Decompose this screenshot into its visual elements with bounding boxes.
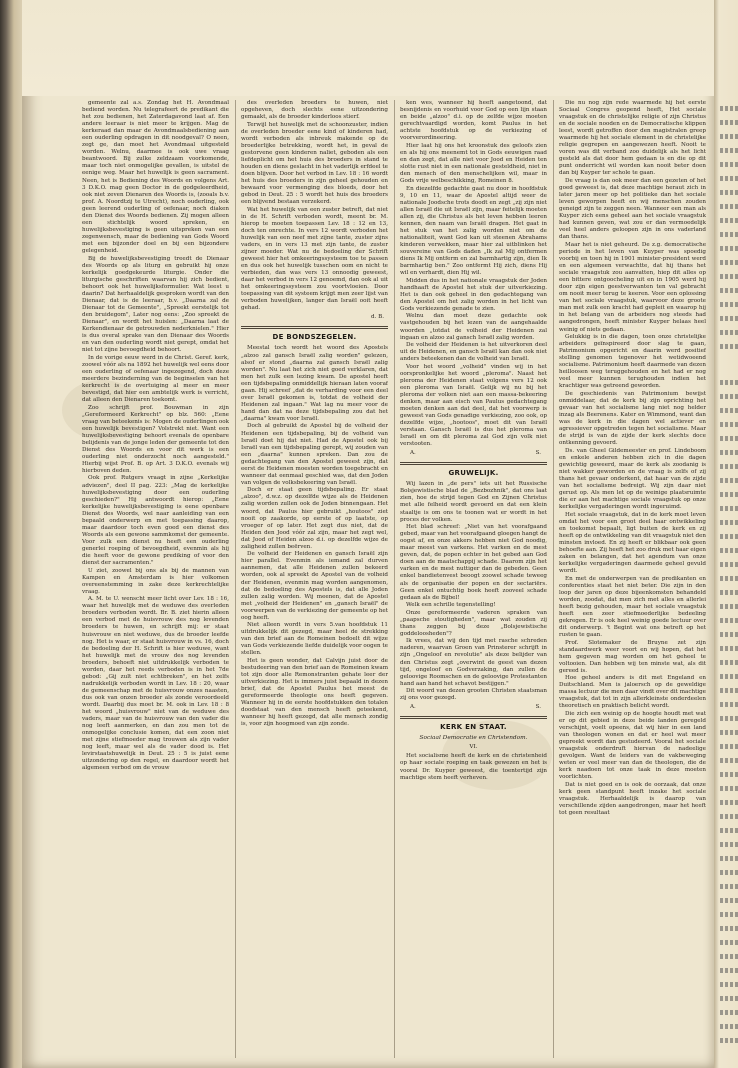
col1-paragraph: U ziet, zoowel bij ons als bij de mannen van Kampen en Amsterdam is hier volkomen overeenstemming in zake deze kerkrechtelijke vraag.	[82, 567, 229, 595]
section-heading-kerk-en-staat: KERK EN STAAT.	[440, 723, 507, 732]
initial: A.	[410, 704, 416, 711]
gruwelijk-paragraph: Het blad schreef: „Niet van het voorafgaand gebed, maar van het voorafgaand gloegen hangt de oogst af, en onze akkers hebben niet God noodig, maar meest van varkens. Het varken en de mest geven, dat, de popen echter in het gebed aan God doen aan de maatschappij schade. Daarom zijn het varken en de mest nuttiger dan de gebeden. Geen enkel bandietenvest beoogt zoowel schade teweeg als de organisatie der popen en der sectariërs. Geen enkel ontuchtig boek heeft zooveel schade gedaan als de Bijbel!	[400, 524, 547, 601]
column-rule	[394, 100, 395, 1058]
column-2	[241, 100, 388, 1060]
section-divider	[241, 326, 388, 329]
gruwelijk-paragraph: Ik vrees, dat wij den tijd met rasche schreden naderen, waarvan Groen van Prinsterer schrijft in zijn „Ongeloof en revolutie" als deze belijder van den Christus zegt „overwint de geest van dezen tijd, ongeloof en Godverzaking, dan zullen de geloovige Roomschen en de geloovige Protestanten hand aan hand het schavot bestijgen."	[400, 638, 547, 687]
bondszegelen-paragraph: Meestal toch wordt het woord des Apostels „alzoo zal gansch Israël zalig worden" gelezen, alsof er stond „daarna zal gansch Israël zalig worden". Nu laat het zich niet goed verklaren, dat men het zulk een lezing kwam. De apostel heeft een tijdsbepaling onmiddellijk hieraan laten vooraf gaan. Hij schreef „dat de verharding voor een deel over Israël gekomen is, totdat de volheid der Heidenen zal ingaan." Wat lag nu meer voor de hand dan dat na deze tijdsbepaling zou dat het „daarna" kwam voor Israël.	[241, 345, 388, 422]
col3-paragraph: Midden dus in het nationale vraagstuk der Joden handhaaft de Apostel het stuk der uitverkiezing. Het is dan ook geheel in den gedachtegang van den Apostel om het zalig worden in het licht van Gods verkiezende genade te zien.	[400, 277, 547, 312]
kerk-en-staat-paragraph: Het socialisme heeft de kerk en de christenheid op haar sociale roeping en taak gewezen en het is vooral Dr. Kuyper geweest, die toentertijd zijn machtige stem heeft verheven.	[400, 753, 547, 781]
col1-paragraph: Zoo schrijft prof. Bouwman in zijn „Gereformeerd Kerkrecht" op blz. 560: „Eene vraag van beteekenis is: Mogen de ouderlingen ook een huwelijk bevestigen? Volstrekt niet. Want een huwelijksbevestiging behoort evenals de openbare belijdenis van de jonge leden der gemeente tot den Dienst des Woords en voor dit werk is een ouderling niet onderzocht noch aangesteld." Hierbij wijst Prof. B. op Art. 3 D.K.O. evenals wij hierboven deden.	[82, 404, 229, 474]
author-signature: d. B.	[370, 314, 384, 321]
initial: S.	[535, 704, 541, 711]
section-number: VI.	[469, 744, 478, 751]
column-3	[400, 100, 547, 1060]
column-1	[82, 100, 229, 1060]
col1-paragraph: Ook prof. Rutgers vraagt in zijne „Kerkelijke adviezen", deel II pag. 223: „Mag de kerkelijke huwelijksbevestiging door een ouderling geschieden?" Hij antwoordt hierop: „Eene kerkelijke huwelijksbevestiging is eene openbare Dienst des Woords, wel naar aanleiding van een bepaald onderwerp en met toepassing daarop, maar daardoor toch even goed een dienst des Woords als een gewone sammkomst der gemeente. Voor zulk een dienst nu heeft een ouderling generlei roeping of bevoegdheid, evenmin als hij die heeft voor de gewone prediking of voor den dienst der sacramenten."	[82, 475, 229, 567]
col3-paragraph: Welnu dan moet deze gedachte ook vastgehouden bij het lezen van de aangehaalde woorden „totdat de volheid der Heidenen zal ingaan en alzoo zal gansch Israël zalig worden.	[400, 313, 547, 341]
bondszegelen-paragraph: Doch er staat geen tijdsbepaling. Er staat „alzoo", d.w.z. op dezelfde wijze als de Heidenen zalig worden zullen ook de Joden binnengaan. Het woord, dat Paulus hier gebruikt „houtoos" ziet nooit op zaakorde, op eerste of op laatste, op vroeger of op later. Het zegt dus niet, dat de Heiden den Jood vóór zal zijn, maar het zegt wel, dat Jood of Heiden alzoo d.i. op dezelfde wijze de zaligheid zullen beërven.	[241, 487, 388, 550]
col1-paragraph: In de vorige eeuw werd in de Christ. Geref. kerk, zoowel vóór als na 1892 het huwelijk wel eens door een ouderling of oefenaar ingezegend, doch deze meerdere bezinderning van de beginselen van het kerkrecht is de overtuiging al meer en meer bevestigd, dat hier een ambtelijk werk is verricht, dat alleen den Dienaren toekomt.	[82, 354, 229, 403]
col4-paragraph: Prof. Slotemaker de Bruyne zet zijn standaardwerk weer voort en wij hopen, dat het hem gegeven mag worden om het geheel te voltooien. Dan hebben wij ten minste wat, als dit gereed is.	[559, 639, 706, 674]
col4-paragraph: Die nu nog zijn rede waarmede hij het eerste Sociaal Congres geopend heeft, Het sociale vraagstuk en de christelijke religie of zijn Christus en de sociale nooden en de Democratische klippen leest, wordt getroffen door den magistralen greep waarmede hij het sociale element in de christelijke religie gegrepen en aangewezen heeft. Nooit te voren was dit verband zoo duidelijk als het licht gesteld als dat door hem gedaan is en die op dit punt onderricht wil worden kan nooit beter doen dan bij Kuyper ter schole te gaan.	[559, 100, 706, 177]
bondszegelen-paragraph: Het is geen wonder, dat Calvijn juist door de bestudeering van den brief aan de Romeinen kwam tot zijn door alle Remonstranten gehate leer der uitverkiezing. Het is immers juist bepaald in dezen brief, dat de Apostel Paulus het meest de gereformeerde theologie ons heeft gegeven. Wanneer hij in de eerste hoofdstukken den totalen doodstaat van den mensch heeft geteekend, wanneer hij heeft gezegd, dat alle mensch zondig is, voor zijn hoogmoed van zijn zonde.	[241, 658, 388, 728]
col1-paragraph: Bij de huwelijksbevestiging treedt de Dienaar des Woords op als liturg en gebruikt hij onze kerkelijk goedgekeurde liturgie. Onder die liturgische geschriften waarvan hij zich bedient, behoort ook het huwelijksformulier. Wat leest u daarin? Dat herhaaldelijk gesproken wordt van den Dienaar, dat is de leeraar, b.v. „Daarna zal de Dienaar tot de Gemeente", „Spreekt eerstelijk tot den bruidegom", Later nog eens: „Zoo spreekt de Dienaar", en wordt het huislen: „Daarna laat de Kerkendienaar de getrouwden nederknielen." Hier is dus overal sprake van den Dienaar des Woords en van den ouderling wordt niet gerept, omdat het niet tot zijne bevoegdheid behoort.	[82, 255, 229, 354]
blank-top-margin	[22, 0, 714, 96]
col3-paragraph: Hier laat hij ons het kroonstuk des geloofs zien en als hij ons meenemt tot in Gods eeuwigen raad en dan zegt, dat alle niet voor Jood en Heiden ten slotte rust niet in een nationale gesteldheid, niet in den mensch of den menschelijken wil, maar in Gods vrije welbeschikking, Romeinen 8.	[400, 142, 547, 185]
col4-paragraph: De vraag is dan ook meer dan een gezeten of het goed geweest is, dat deze machtige heraut zich in later jaren meer op het politieke dan het sociale leven geworpen heeft en wij menschen zouden geneigd zijn te zeggen neen. Wanneer een man als Kuyper zich eens geheel aan het sociale vraagstuk had kunnen geven, wat zou er dan vermoedelijk veel heel anders geloopen zijn in ons vaderland dan thans.	[559, 178, 706, 241]
column-rule	[553, 100, 554, 1058]
next-page-edge	[714, 0, 738, 1068]
col3-paragraph: Voor het woord „volheid" vinden wij in het oorspronkelijke het woord „pleroma". Naast het pleroma der Heidenen staat volgens vers 12 ook een pleroma van Israël. Gelijk wij nu bij het pleroma der volken niet aan een massa-bekeering denken, maar aan eisch van Paulus gedachtegang moeten denken aan dat deel, dat het voorwerp is geweest van Gods genadige verkiezing, zoo ook, op dezelfde wijze, „hootoos", moet dit van Israël verstaan. Gansch Israël is dus het pleroma van Israël en om dit pleroma zal God zijn volk niet verstooten.	[400, 363, 547, 448]
col4-paragraph: Dat is niet goed en is ook de oorzaak, dat onze kerk geen standpunt heeft inzake het sociale vraagstuk. Herhaaldelijk is daarop van verschillende zijden aangedrongen, maar het heeft tot geen resultaat	[559, 782, 706, 817]
column-4	[559, 100, 706, 1060]
section-divider	[400, 462, 547, 465]
gruwelijk-paragraph: Dit woord van dezen grooten Christen staatsman zij ons voor gezegd.	[400, 688, 547, 702]
initial: S.	[535, 450, 541, 457]
col4-paragraph: Hoe geheel anders is dit met Engeland en Duitschland. Men is jaloersch op de geweldige massa lectuur die men daar vindt over dit machtige vraagstuk, dat tot in zijn allerkleinste onderdeelen theoretisch en praktisch belicht wordt.	[559, 675, 706, 710]
col1-paragraph: gemeente zal a.s. Zondag het H. Avondmaal bediend worden. Nu telegrafeert de predikant die het zou bedienen, het Zaterdagavond laat af. Een andere leeraar is niet meer te krijgen. Mag de kerkeraad dan maar de Avondmaalsbediening aan een ouderling opdragen in dit noodgeval? O neen, zegt ge, dan moet het Avondmaal uitgesteld worden. Welnu, daarmee is ook uwe vraag beantwoord. Bij zulke zeldzaam voorkomende, maar toch niet onmogelijke gevallen, is uitstel de eenige weg. Maar het huwelijk is geen sacrament. Neen, het is Bediening des Woords en volgens Art. 3 D.K.O. mag geen Doctor in de godgeleerdheid, ook niet zeven Dienaren des Woords is, (zooals b.v. prof. A. Noordtzij te Utrecht), noch ouderling, ook geen leerend ouderling of oefenaar, noch diaken den Dienst des Woords bedienen. Zij mogen alleen een stichtelijk woord spreken, en huwelijksbevestiging is geen uitspreken van een zegenwensch, maar de bediening van Gods Woord met een bijzonder doel en bij een bijzondere gelegenheid.	[82, 100, 229, 254]
gruwelijk-paragraph: Onze gereformeerde vaderen spraken van „paapsche stoutigheden", maar wat zouden zij thans zeggen bij deze „Bolsjewistische goddeloosheden"?	[400, 609, 547, 637]
column-rule	[235, 100, 236, 1058]
col2-paragraph: Wat het huwelijk van een zuster betreft, dat niet in de H. Schrift verboden wordt, meent br. M. hierop te moeten toepassen Lev. 18 : 12 en 13, doch ten onrechte. In vers 12 wordt verboden het huwelijk van een neef met zijne tante, zuster zijns vaders, en in vers 13 met zijn tante, de zuster zijner moeder. Wat nu de bedoeling der Schrift geweest hier het omkeeringssysteem toe te passen en dus ook het huwelijk tusschen oom en nicht te verbieden, dan was vers 13 onnoodig geweest, daar het verbod in vers 12 genoemd, dan ook al uit het omkeeringssysteem zou voortvloeien. Door toepassing van dit systeem krijgt men zeer lijst van verboden huwelijken, langer dan Israël ooit heeft gehad.	[241, 206, 388, 312]
col4-paragraph: Het sociale vraagstuk, dat in de kerk moet leven omdat het voor een groot deel haar ontwikkeling en toekomst bepaalt, ligt buiten de kerk en zij heeft op de ontwikkeling van dit vraagstuk niet den minsten invloed. En zij heeft er blikbaar ook geen behoefte aan. Zij heeft het zoo druk met haar eigen zaken en belangen, dat het agendum van onze kerkelijke vergaderingen daarmede geheel gevuld wordt.	[559, 511, 706, 575]
author-initials	[400, 448, 547, 457]
col3-paragraph: De volheid der Heidenen is het uitverkoren deel uit de Heidenen, en gansch Israël kan dan ook niet anders beteekenen dan de volheid van Israël.	[400, 342, 547, 363]
col4-paragraph: Die zich een weinig op de hoogte houdt met wat er op dit gebied in deze beide landen geregeld verschijnt, voelt opeens, dat wij hier in een land van theologen wonen en dat er heel wat meer gepreekt wordt dan gestudeerd. Vooral het sociale vraagstuk onderdruft hiervan de nadeelige gevolgen. Want de leiders van de vakbeweging weten er veel meer van dan de theologen, die de kerk naadoen tot onze taak in deze moeten voorlichten.	[559, 711, 706, 781]
bondszegelen-paragraph: De volheid der Heidenen en gansch Israël zijn hier parallel. Evenmin als iemand zal durven aannemen, dat alle Heidenen zullen bekeerd worden, ook al spreekt de Apostel van de volheid der Heidenen, evenmin mag worden aangenomen, dat de bedoeling des Apostels is, dat alle Joden zullen zalig worden. Wij meenen, dat de Apostel met „volheid der Heidenen" en „gansch Israël" de voorwerpen van de verkiezing der gemeente op het oog heeft.	[241, 551, 388, 621]
initial: A.	[410, 450, 416, 457]
col3-paragraph: ken wes, wanneer hij heeft aangetoond, dat besnijdenis en voorhuid voor God op een lijn staan en beide „alzoo" d.i. op de zelfde wijze moeten gerechtvaardigd worden, komt Paulus in het achtste hoofdstuk op de verkiezing of voorverordineering.	[400, 100, 547, 142]
col4-paragraph: En met de onderwerpen van de predikanten en conferenties staat het niet beter. Die zijn in den loop der jaren op deze bijeenkomsten behandeld worden, zoodat, dat men zich met alles en allerlei heeft bezig gehouden, maar het sociale vraagstuk heeft een zeer stiefmoederlijke bedeeling gekregen. Er is ook heel weinig goede lectuur over dit onderwerp. 't Begint wat ons betreft op het rusten te gaan.	[559, 575, 706, 639]
col4-paragraph: Maar het is niet geheurd. De z.g. democratische periode in het leven van Kuyper was spoedig voorbij en toen hij in 1901 minister-president werd en een algemeen verwachtte, dat hij thans het sociale vraagstuk zou aanvatten, hiep dit alles op een bittere ontgoocheling uit en in 1905 werd hij door zijn eigen geestverwanten ten val gebracht om nooit meer terug te keeren. Voor een oplossing van het sociale vraagstuk, waarvoor deze groote man met zulk een kracht had gepleit en waarop hij in het belang van de arbeiders nog steeds had aangedrongen, heeft minister Kuyper helaas heel weinig of niets gedaan.	[559, 241, 706, 333]
col2-paragraph: Terwijl het huwelijk met de schoonzuster, indien de overleden broeder eene kind of kinderen had, wordt verboden als inbreuk makende op de broederlijke betrekking, wordt het, in geval de gestorvene geen kinderen naliet, geboden als een liefdeplicht om het huis des broeders in stand te houden en diens geslacht in het vaderlijk erfdeel te doen blijven. Door het verbod in Lev. 18 : 16 wordt het huis des broeders in zijn geheel gehouden en bewaard voor vermenging des bloeds, door het gebod in Deut. 25 : 5 wordt het huis des broeders een blijvend bestaan verzekerd.	[241, 121, 388, 206]
col2-paragraph: des overleden broeders te huwen, niet opgeheven, doch slechts eene uitzondering gemaakt, als de broeder kinderloos stierf.	[241, 100, 388, 121]
col4-paragraph: Gelukkig is in die dagen, toen onze christelijke arbeiders geïnspireerd door slag te gaan, Patrimonium opgericht en daarin werd positief stelling genomen tegenover het wetidwoeend socialisme. Patrimonium heeft daarmede van dezen heilloosen weg teruggehouden en het had er nog veel meer kunnen terughouden indien het krachtiger was getreend geworden.	[559, 334, 706, 390]
gruwelijk-paragraph: Wij lazen in „de pers" iets uit het Russische Bolsjewistische blad de „Bezbozhnik", dat ons laat zien, hoe de strijd tegen God en Zijnen Christus met alle felheid wordt gevoerd en dat een klein staaltje is om ons te toonen wat er wordt in het proces der volken.	[400, 481, 547, 523]
col4-paragraph: De geschiedenis van Patrimonium bewijst onmiddelaar, dat de kerk bij zijn oprichting het gevaar van het socialisme lang niet nog helder inzag als Beerenens. Kater en Wimmond, want dan was de kerk in die dagen wel actiever en agressiever opgetreden tegen het socialisme. Maar de strijd is van de zijde der kerk slechts doce ontkenning gevoerd.	[559, 390, 706, 447]
col1-paragraph: A. M. te U. wenscht meer licht over Lev. 18 : 16, waar het huwelijk met de weduwe des overleden broeders verboden wordt. Br. B. ziet hierin alleen een verbod met de huisvrouw des nog levenden broeders te huwen, en schrijft mij: er staat huisvrouw en niet weduwe, dus de broeder leefde nog. Het is waar, er staat huisvrouw in vs. 16, doch de bedoeling der H. Schrift is hier weduwe, want het huwelijk met de vrouw des nog levenden broeders, behoeft niet uitdrukkelijk verboden te worden, daar het reeds verboden is in het 7de gebod: „Gij zult niet echtbreken", en het zelfs nadrukkelijk verboden wordt in Lev. 18 : 20, waar de gemeenschap met de huisvrouw onzes naasten, dus ook van onzen broeder als zonde veroordeeld wordt. Daarbij dus moet br. M. ook in Lev. 18 : 8 het woord „huisvrouw" niet van de weduwe des vaders, maar van de huisvrouw van den vader die nog leeft aanmerken, en dan zou men tot de onmogelijke conclusie komen, dat een zoon niet met zijne stiefmoeder mag trouwen als zijn vader nog leeft, maar wel als de vader dood is. Het levirstaatshuwelijk in Deut. 25 : 5 is juist eene uitzondering op den regel, en daardoor wordt het algemeen verbod om de vrouw	[82, 596, 229, 772]
col4-paragraph: Ds. van Gheel Gildemeester en prof. Lindeboom en enkele anderen hebben zich in die dagen gewichtig geweerd, maar de kerk als zoodanig is niet wakker geworden en de vraag is zelfs of zij thans het gevaar onderkent, dat haar van de zijde van het socialisme bedreigt. Wij zijn daar niet gerust op. Als men let op de weinige plaatsruimte die er aan het machtige sociale vraagstuk op onze kerkelijke vergaderingen wordt ingeruimd.	[559, 447, 706, 511]
author-initials	[400, 702, 547, 711]
section-divider	[400, 716, 547, 719]
bondszegelen-paragraph: Doch al gebruikt de Apostel bij de volheid der Heidenen een tijdsbepaling, bij de volheid van Israël doet hij dat niet. Had de Apostel ook bij Israël van een tijdsbepaling gerept, wij zouden van een „daarna" kunnen spreken. Dan zou de gedachtegang van den Apostel geweest zijn, dat eerst de Heidenen moesten worden toegebracht en wanneer dat eenmaal geschied was, dat den Joden van volgen de volksbekeering van Israël.	[241, 423, 388, 486]
section-heading-gruwelijk: GRUWELIJK.	[448, 469, 499, 478]
gruwelijk-paragraph: Welk een schrille tegenstelling!	[406, 602, 496, 609]
section-heading-bondszegelen: DE BONDSZEGELEN.	[272, 333, 357, 342]
section-subtitle: Sociaal Democratie en Christendom.	[419, 735, 528, 742]
bondszegelen-paragraph: Niet alleen wordt in vers 5.van hoofdstuk 11 uitdrukkelijk dit gezegd, maar heel de strekking van den brief aan de Romeinen bedoelt dit wijze van Gods verkiezende liefde duidelijk voor oogen te stellen.	[241, 622, 388, 657]
text-columns	[82, 100, 710, 1060]
col3-paragraph: En diezelfde gedachte gaat nu door in hoofdstuk 9, 10 en 11, waar de Apostel altijd weer de nationale Joodsche trots doodt en zegt „zij zijn niet allen Israël die uit Israël zijn, maar feitelijk moeten allen zij, die Christus als het leven hebben leeren kennen, den naam van Israël dragen. Het gaat in het stuk van het zalig worden niet om de nationaliteit, want God kan uit steenen Abrahams kinderen verwekken, maar hier zal uitblinken het souvereine van Gods daden „Ik zal Mij ontfermen diens Ik Mij ontferm en zal barmhartig zijn, dien Ik barmhartig ben." Zoo ontfermt Hij zich, diens Hij wil en verhardt, dien Hij wil.	[400, 185, 547, 277]
